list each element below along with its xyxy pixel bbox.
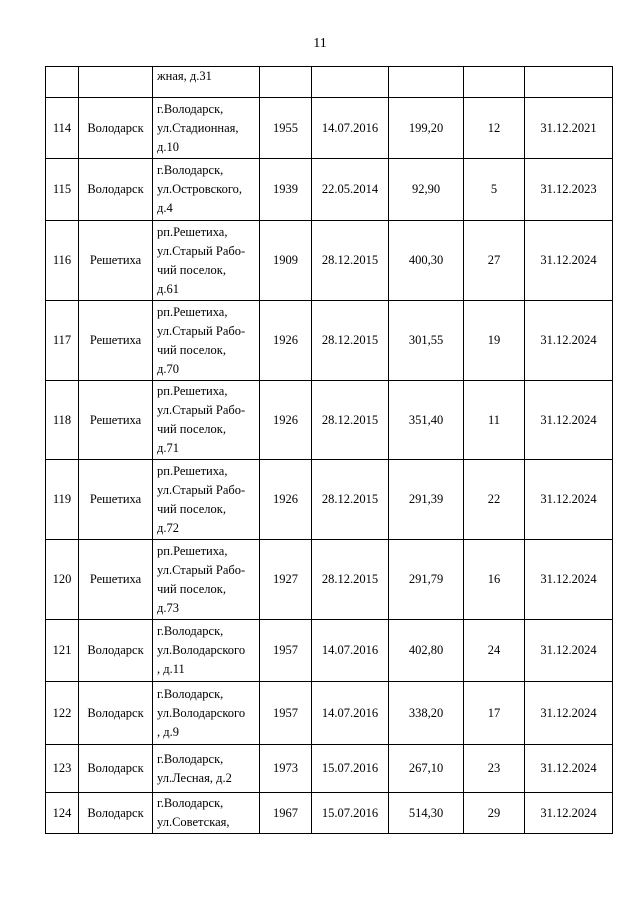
address-line: чий поселок, [157,262,226,277]
table-row [46,460,613,540]
address-cell [153,381,260,460]
address-line: г.Володарск, [157,751,224,766]
address-line: ул.Старый Рабо- [157,482,246,497]
residents-count-cell: 23 [464,745,525,793]
area-cell: 267,10 [389,745,464,793]
resettlement-date-cell [525,67,613,98]
resettlement-date-cell: 31.12.2024 [525,793,613,834]
address-cell [153,67,260,98]
area-cell [389,67,464,98]
address-cell [153,98,260,159]
address-line: рп.Решетиха, [157,304,228,319]
area-cell: 351,40 [389,381,464,460]
address-line: г.Володарск, [157,101,224,116]
address-cell [153,682,260,745]
recognition-date-cell: 28.12.2015 [312,301,389,381]
resettlement-date-cell: 31.12.2024 [525,540,613,620]
address-cell [153,793,260,834]
row-number-cell: 123 [46,745,79,793]
row-number-cell: 121 [46,620,79,682]
recognition-date-cell [312,67,389,98]
locality-cell: Володарск [79,793,153,834]
build-year-cell: 1909 [260,221,312,301]
address-cell [153,301,260,381]
address-line: д.70 [157,361,179,376]
resettlement-date-cell: 31.12.2024 [525,620,613,682]
address-line: чий поселок, [157,342,226,357]
residents-count-cell: 29 [464,793,525,834]
address-line: рп.Решетиха, [157,224,228,239]
address-line: ул.Володарского [157,643,246,657]
address-cell [153,460,260,540]
area-cell: 301,55 [389,301,464,381]
address-line: чий поселок, [157,422,226,436]
build-year-cell: 1973 [260,745,312,793]
row-number-cell: 124 [46,793,79,834]
address-line: г.Володарск, [157,796,224,810]
resettlement-date-cell: 31.12.2024 [525,301,613,381]
area-cell: 402,80 [389,620,464,682]
row-number-cell: 114 [46,98,79,159]
area-cell: 400,30 [389,221,464,301]
recognition-date-cell: 14.07.2016 [312,98,389,159]
locality-cell: Решетиха [79,540,153,620]
address-line: д.71 [157,441,179,455]
address-line: г.Володарск, [157,686,224,701]
locality-cell: Володарск [79,745,153,793]
area-cell: 514,30 [389,793,464,834]
address-cell [153,221,260,301]
row-number-cell: 119 [46,460,79,540]
recognition-date-cell: 28.12.2015 [312,540,389,620]
address-line: д.72 [157,520,179,535]
recognition-date-cell: 14.07.2016 [312,620,389,682]
address-line: чий поселок, [157,581,226,596]
address-cell [153,159,260,221]
address-line: ул.Старый Рабо- [157,243,246,258]
area-cell: 291,39 [389,460,464,540]
address-cell [153,540,260,620]
address-line: , д.11 [157,662,185,676]
recognition-date-cell: 14.07.2016 [312,682,389,745]
residents-count-cell: 11 [464,381,525,460]
table-row [46,745,613,793]
table-row [46,67,613,98]
residents-count-cell: 19 [464,301,525,381]
address-line: ул.Лесная, д.2 [157,770,232,785]
locality-cell: Володарск [79,682,153,745]
locality-cell: Володарск [79,98,153,159]
table-row [46,682,613,745]
residents-count-cell: 12 [464,98,525,159]
resettlement-date-cell: 31.12.2024 [525,682,613,745]
build-year-cell: 1955 [260,98,312,159]
row-number-cell: 117 [46,301,79,381]
table-row [46,221,613,301]
table-row [46,159,613,221]
address-line: д.73 [157,600,179,615]
locality-cell: Решетиха [79,460,153,540]
row-number-cell: 118 [46,381,79,460]
locality-cell [79,67,153,98]
address-line: , д.9 [157,724,179,739]
row-number-cell: 115 [46,159,79,221]
build-year-cell: 1926 [260,381,312,460]
address-line: д.4 [157,201,173,215]
table-row [46,301,613,381]
build-year-cell: 1967 [260,793,312,834]
row-number-cell: 116 [46,221,79,301]
address-line: ул.Старый Рабо- [157,562,246,577]
address-line: д.61 [157,281,179,296]
table-row [46,540,613,620]
locality-cell: Володарск [79,620,153,682]
residents-count-cell: 27 [464,221,525,301]
address-line: рп.Решетиха, [157,384,228,398]
resettlement-date-cell: 31.12.2024 [525,381,613,460]
address-line: г.Володарск, [157,624,224,638]
recognition-date-cell: 28.12.2015 [312,460,389,540]
recognition-date-cell: 15.07.2016 [312,745,389,793]
resettlement-date-cell: 31.12.2024 [525,221,613,301]
build-year-cell [260,67,312,98]
build-year-cell: 1926 [260,460,312,540]
recognition-date-cell: 22.05.2014 [312,159,389,221]
row-number-cell: 120 [46,540,79,620]
row-number-cell [46,67,79,98]
residents-count-cell: 24 [464,620,525,682]
address-line: ул.Советская, [157,815,230,829]
build-year-cell: 1927 [260,540,312,620]
address-line: г.Володарск, [157,163,224,177]
resettlement-date-cell: 31.12.2021 [525,98,613,159]
address-cell [153,745,260,793]
recognition-date-cell: 28.12.2015 [312,381,389,460]
recognition-date-cell: 15.07.2016 [312,793,389,834]
table-body [46,67,613,834]
address-line: жная, д.31 [157,69,212,83]
table-row [46,793,613,834]
recognition-date-cell: 28.12.2015 [312,221,389,301]
address-line: ул.Старый Рабо- [157,403,246,417]
build-year-cell: 1926 [260,301,312,381]
address-line: рп.Решетиха, [157,543,228,558]
area-cell: 199,20 [389,98,464,159]
area-cell: 291,79 [389,540,464,620]
residents-count-cell: 5 [464,159,525,221]
area-cell: 92,90 [389,159,464,221]
residents-count-cell: 22 [464,460,525,540]
locality-cell: Решетиха [79,381,153,460]
locality-cell: Решетиха [79,221,153,301]
residents-count-cell: 17 [464,682,525,745]
row-number-cell: 122 [46,682,79,745]
resettlement-date-cell: 31.12.2023 [525,159,613,221]
locality-cell: Володарск [79,159,153,221]
housing-registry-table [45,66,613,834]
locality-cell: Решетиха [79,301,153,381]
address-line: ул.Володарского [157,705,246,720]
address-line: ул.Старый Рабо- [157,323,246,338]
build-year-cell: 1957 [260,682,312,745]
resettlement-date-cell: 31.12.2024 [525,745,613,793]
resettlement-date-cell: 31.12.2024 [525,460,613,540]
residents-count-cell [464,67,525,98]
address-line: чий поселок, [157,501,226,516]
build-year-cell: 1939 [260,159,312,221]
build-year-cell: 1957 [260,620,312,682]
table-row [46,620,613,682]
address-line: ул.Островского, [157,182,243,196]
table-row [46,381,613,460]
page-number: 11 [313,36,327,51]
table-row [46,98,613,159]
area-cell: 338,20 [389,682,464,745]
address-line: рп.Решетиха, [157,463,228,478]
residents-count-cell: 16 [464,540,525,620]
address-cell [153,620,260,682]
address-line: д.10 [157,139,179,154]
address-line: ул.Стадионная, [157,120,239,135]
